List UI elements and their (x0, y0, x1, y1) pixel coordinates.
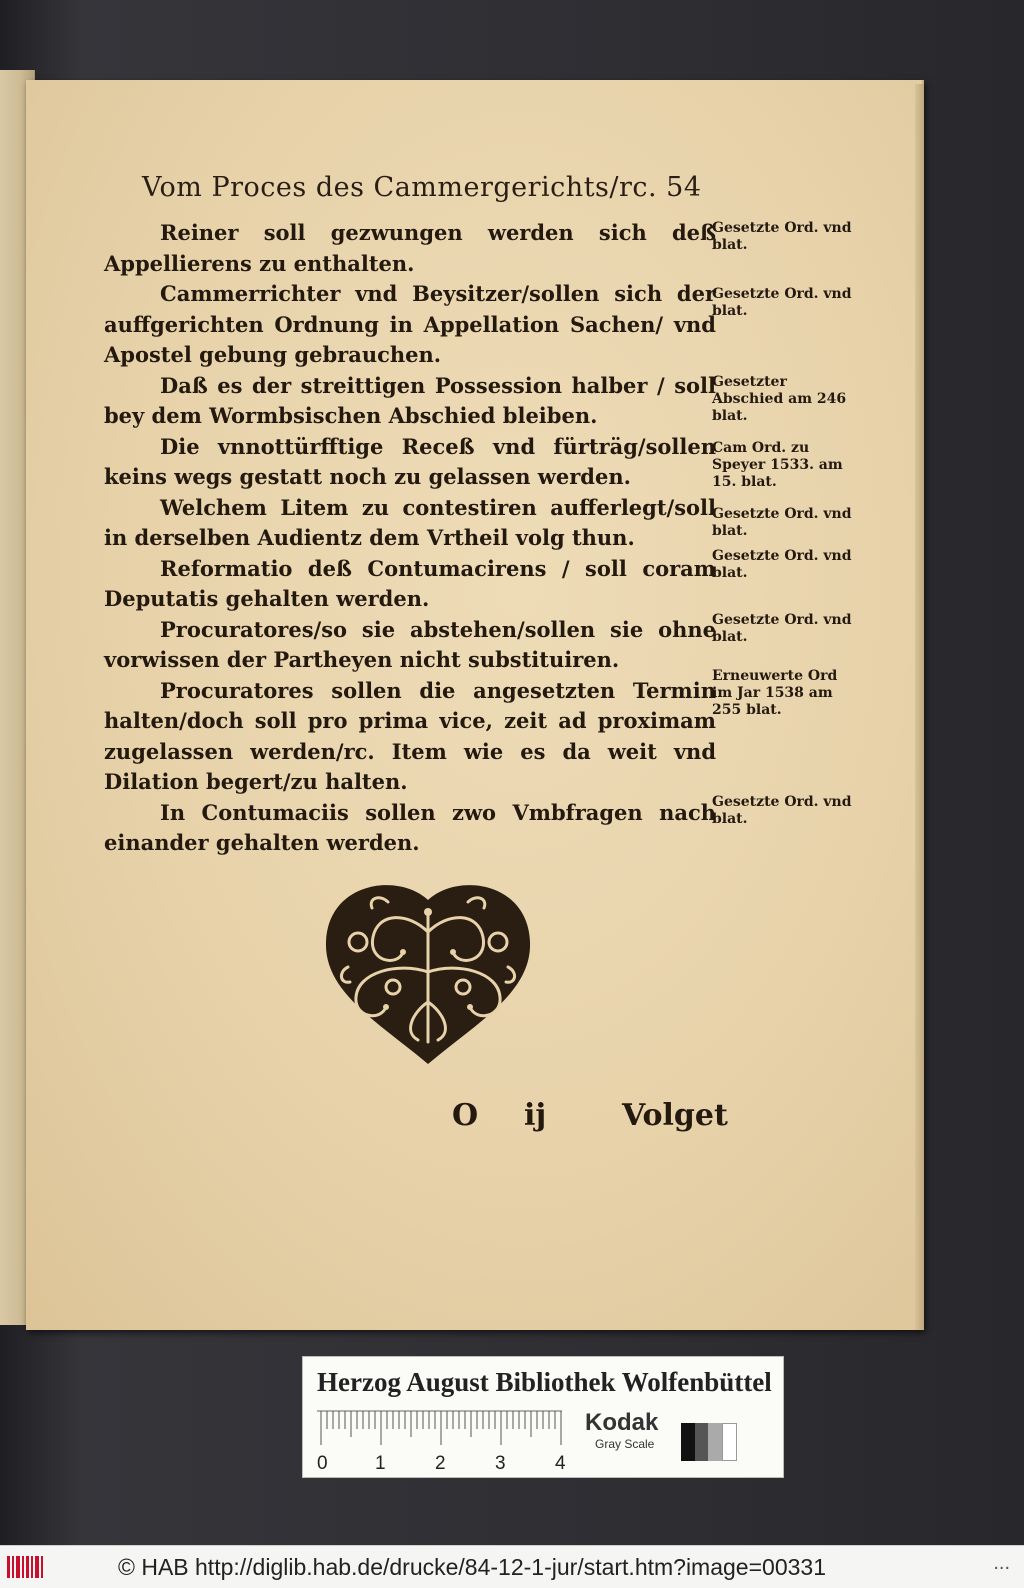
library-name: Herzog August Bibliothek Wolfenbüttel (317, 1367, 772, 1397)
library-color-card (302, 1356, 784, 1478)
signature-letter: O (452, 1098, 479, 1133)
margin-note: Gesetzte Ord. vnd blat. (712, 286, 852, 319)
entry: Procuratores/so sie abstehen/sollen sie ohne vorwissen der Partheyen nicht substituiren. (104, 616, 716, 672)
entry: Die vnnottürfftige Receß vnd fürträg/sollen keins wegs gestatt noch zu gelassen werden. (104, 433, 716, 489)
entry: Reformatio deß Contumacirens / soll coram Deputatis gehalten werden. (104, 555, 716, 611)
entry: In Contumaciis sollen zwo Vmbfragen nach einander gehalten werden. (104, 799, 716, 855)
entry: Reiner soll gezwungen werden sich deß Appellierens zu enthalten. (104, 220, 716, 276)
margin-note: Gesetzte Ord. vnd blat. (712, 220, 852, 253)
hab-logo-icon[interactable] (6, 1552, 46, 1582)
entry: Daß es der streittigen Possession halber / soll bey dem Wormbsischen Abschied bleiben. (104, 372, 716, 428)
ruler-number: 3 (495, 1453, 506, 1473)
margin-note: Erneuwerte Ord im Jar 1538 am 255 blat. (712, 668, 838, 718)
ruler-number: 4 (555, 1453, 566, 1473)
ruler-number: 2 (435, 1453, 446, 1473)
margin-note: Gesetzter Abschied am 246 blat. (712, 374, 847, 424)
margin-note: Gesetzte Ord. vnd blat. (712, 612, 852, 645)
fleuron-ornament-icon (318, 872, 538, 1067)
catchword: Volget (622, 1098, 728, 1133)
kodak-logo: Kodak (585, 1409, 659, 1436)
margin-note: Cam Ord. zu Speyer 1533. am 15. blat. (712, 440, 843, 490)
page-edge (915, 84, 924, 1330)
ruler-number: 1 (375, 1453, 386, 1473)
margin-note: Gesetzte Ord. vnd blat. (712, 794, 852, 827)
viewer-footer (0, 1545, 1024, 1588)
measurement-ruler (317, 1409, 567, 1473)
entries-column (104, 218, 716, 859)
ruler-number: 0 (317, 1453, 328, 1473)
running-head: Vom Proces des Cammergerichts/rc. 54 (142, 172, 702, 203)
more-options-icon[interactable]: ... (993, 1552, 1010, 1574)
entry: Welchem Litem zu contestiren aufferlegt/soll in derselben Audientz dem Vrtheil volg thun. (104, 494, 716, 550)
signature-number: ij (524, 1098, 547, 1133)
margin-note: Gesetzte Ord. vnd blat. (712, 506, 852, 539)
copyright-url[interactable]: © HAB http://diglib.hab.de/drucke/84-12-1-jur/start.htm?image=00331 (118, 1554, 826, 1580)
entry: Procuratores sollen die angesetzten Termin halten/doch soll pro prima vice, zeit ad proximam zugelassen werden/rc. Item wie es da weit vnd Dilation begert/zu halten. (104, 677, 716, 794)
gray-scale-swatch (681, 1423, 737, 1461)
gray-scale-label: Gray Scale (595, 1437, 655, 1451)
margin-note: Gesetzte Ord. vnd blat. (712, 548, 852, 581)
entry: Cammerrichter vnd Beysitzer/sollen sich der auffgerichten Ordnung in Appellation Sachen/ vnd Apostel gebung gebrauchen. (104, 281, 716, 367)
